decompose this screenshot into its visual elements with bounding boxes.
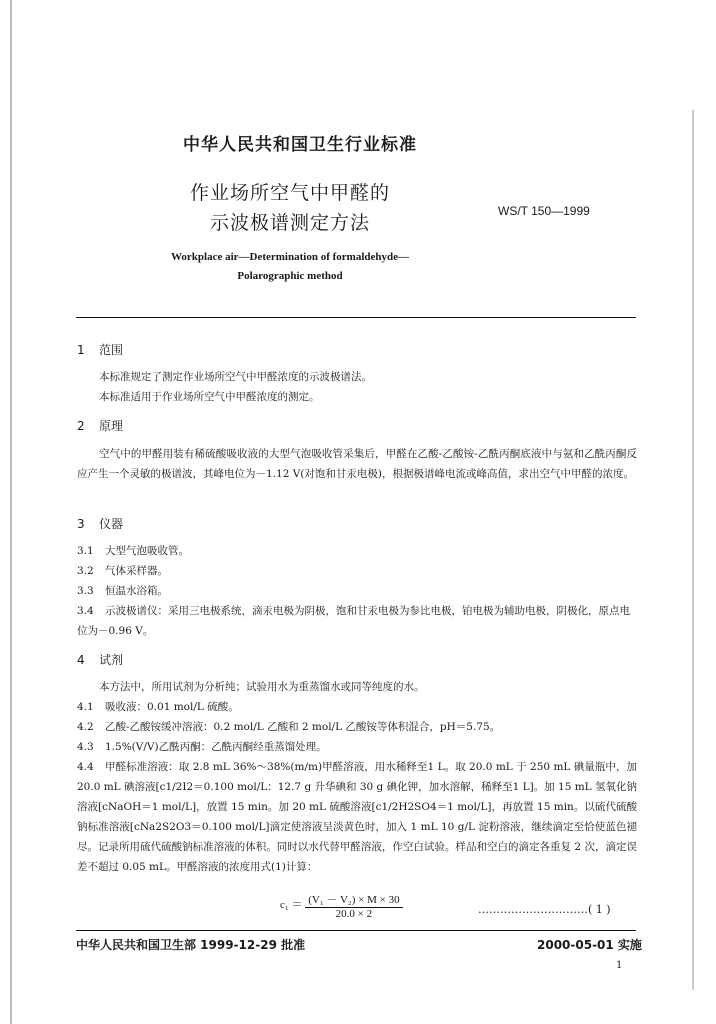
item-4-4: [77, 757, 637, 877]
section-4-heading: [77, 651, 123, 668]
section-4-intro: 本方法中，所用试剂为分析纯；试验用水为重蒸馏水或同等纯度的水。: [99, 681, 425, 693]
item-number: 3.3: [77, 585, 94, 597]
approval-date: 中华人民共和国卫生部 1999-12-29 批准: [76, 938, 306, 952]
section-number: 4: [77, 653, 85, 667]
footer-rule: [76, 930, 636, 931]
item-text: 气体采样器。: [105, 565, 168, 577]
item-number: 4.2: [77, 721, 94, 733]
formula-lhs: c₁ ＝: [280, 899, 303, 912]
item-3-1: [77, 541, 637, 561]
implementation-date: 2000-05-01 实施: [537, 938, 642, 952]
issuing-authority: 中华人民共和国卫生行业标准: [183, 135, 417, 155]
item-text: 示波极谱仪：采用三电极系统，滴汞电极为阴极，饱和甘汞电极为参比电极，铂电极为辅助电极，阴极化，原点电位为－0.96 V。: [77, 605, 630, 637]
item-text: 吸收液：0.01 mol/L 硫酸。: [105, 701, 239, 713]
item-4-3: [77, 737, 637, 757]
header-rule: [76, 317, 636, 318]
item-text: 甲醛标准溶液：取 2.8 mL 36%～38%(m/m)甲醛溶液，用水稀释至1 L。取 20.0 mL 于 250 mL 碘量瓶中，加 20.0 mL 碘溶液[c1/2I2＝0.100 mol/L：12.7 g 升华碘和 30 g 碘化钾，加水溶解，稀释至1 L]。加 15 mL 氢氧化钠溶液[cNaOH＝1 mol/L]，放置 15 min。加 20 mL 硫酸溶液[c1/2H2SO4＝1 mol/L]，再放置 15 min。以硫代硫酸钠标准溶液[cNa2S2O3＝0.100 mol/L]滴定使溶液呈淡黄色时，加入 1 mL 10 g/L 淀粉溶液，继续滴定至恰使蓝色褪尽。记录所用硫代硫酸钠标准溶液的体积。同时以水代替甲醛溶液，作空白试验。样品和空白的滴定各重复 2 次，滴定误差不超过 0.05 mL。甲醛溶液的浓度用式(1)计算：: [77, 761, 637, 873]
equation-number: …………………………( 1 ): [478, 903, 611, 916]
section-2-paragraph: 空气中的甲醛用装有稀硫酸吸收液的大型气泡吸收管采集后，甲醛在乙酸-乙酸铵-乙酰丙酮底液中与氨和乙酰丙酮反应产生一个灵敏的极谱波，其峰电位为－1.12 V(对饱和甘汞电极)，根据极谱峰电流或峰高值，求出空气中甲醛的浓度。: [77, 448, 637, 480]
item-text: 乙酸-乙酸铵缓冲溶液：0.2 mol/L 乙酸和 2 mol/L 乙酸铵等体积混合，pH＝5.75。: [105, 721, 501, 733]
page-number: 1: [616, 960, 623, 971]
formula-fraction: [305, 891, 402, 920]
item-number: 3.4: [77, 605, 94, 617]
section-number: 2: [77, 419, 85, 433]
item-4-1: [77, 697, 637, 717]
title-en-line2: Polarographic method: [237, 270, 343, 282]
title-en-line1: Workplace air—Determination of formaldehyde—: [171, 251, 409, 263]
standard-number: WS/T 150—1999: [498, 204, 590, 218]
item-3-4: [77, 601, 637, 641]
item-3-3: [77, 581, 637, 601]
item-text: 1.5%(V/V)乙酰丙酮：乙酰丙酮经重蒸馏处理。: [105, 741, 327, 753]
item-text: 大型气泡吸收管。: [105, 545, 189, 557]
title-cn-line2: 示波极谱测定方法: [209, 212, 370, 234]
formula-numerator: (V₁ － V₂) × M × 30: [305, 891, 402, 908]
section-title: 范围: [99, 343, 124, 357]
formula-1: [280, 891, 403, 920]
section-1-paragraph-1: 本标准规定了测定作业场所空气中甲醛浓度的示波极谱法。: [99, 371, 372, 383]
title-cn-line1: 作业场所空气中甲醛的: [189, 182, 390, 204]
item-number: 3.1: [77, 545, 94, 557]
item-number: 4.1: [77, 701, 94, 713]
section-number: 3: [77, 517, 85, 531]
section-2-heading: [77, 417, 123, 434]
section-3-heading: [77, 515, 123, 532]
section-title: 原理: [99, 419, 124, 433]
scan-edge-right: [692, 110, 694, 990]
section-1-heading: [77, 341, 123, 358]
section-title: 试剂: [99, 653, 124, 667]
item-text: 恒温水浴箱。: [105, 585, 168, 597]
section-number: 1: [77, 343, 85, 357]
section-title: 仪器: [99, 517, 124, 531]
item-number: 4.3: [77, 741, 94, 753]
item-3-2: [77, 561, 637, 581]
item-number: 3.2: [77, 565, 94, 577]
item-4-2: [77, 717, 637, 737]
section-1-paragraph-2: 本标准适用于作业场所空气中甲醛浓度的测定。: [99, 391, 320, 403]
formula-denominator: 20.0 × 2: [335, 908, 373, 920]
item-number: 4.4: [77, 761, 94, 773]
